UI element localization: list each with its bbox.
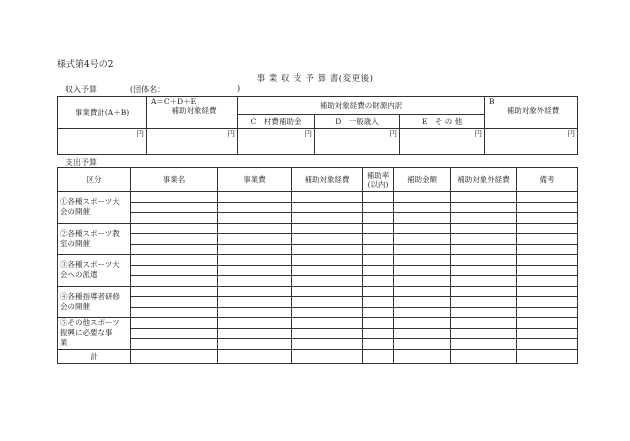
expense-input-cell[interactable] [451, 244, 517, 255]
expense-input-cell[interactable] [292, 276, 363, 287]
category-header: 区分 [58, 168, 131, 192]
expense-input-cell[interactable] [451, 213, 517, 224]
total-input-cell[interactable] [218, 349, 292, 363]
expense-input-cell[interactable] [517, 223, 578, 234]
expense-row [58, 213, 578, 224]
expense-input-cell[interactable] [131, 265, 218, 276]
category-line: ⑤その他スポーツ [60, 318, 120, 328]
organization-label: (団体名： [130, 85, 166, 94]
expense-input-cell[interactable] [451, 223, 517, 234]
expense-input-cell[interactable] [394, 328, 451, 339]
expense-row [58, 223, 578, 234]
category-line: 振興に必要な事 [60, 328, 113, 338]
category-line: 会の開催 [60, 301, 90, 311]
category-cell [58, 192, 131, 224]
expense-input-cell[interactable] [131, 255, 218, 266]
expense-input-cell[interactable] [363, 307, 394, 318]
expense-input-cell[interactable] [131, 339, 218, 350]
expense-input-cell[interactable] [218, 276, 292, 287]
expense-input-cell[interactable] [131, 328, 218, 339]
expense-input-cell[interactable] [131, 307, 218, 318]
total-project-cost-header: 事業費計(A＋B) [58, 97, 147, 129]
expense-input-cell[interactable] [292, 234, 363, 245]
expense-input-cell[interactable] [363, 192, 394, 203]
subsidy-rate-sub: (以内) [367, 179, 389, 189]
expense-input-cell[interactable] [394, 307, 451, 318]
total-input-cell[interactable] [292, 349, 363, 363]
expense-input-cell[interactable] [517, 192, 578, 203]
expense-input-cell[interactable] [131, 318, 218, 329]
expense-input-cell[interactable] [451, 265, 517, 276]
expense-input-cell[interactable] [394, 202, 451, 213]
expense-row [58, 244, 578, 255]
expense-input-cell[interactable] [292, 255, 363, 266]
total-input-cell[interactable] [363, 349, 394, 363]
yen-cell: 円 [315, 129, 400, 155]
expense-input-cell[interactable] [292, 192, 363, 203]
expense-input-cell[interactable] [218, 318, 292, 329]
ineligible-cost-label: 補助対象外経費 [506, 106, 560, 115]
expense-input-cell[interactable] [131, 192, 218, 203]
total-input-cell[interactable] [131, 349, 218, 363]
expense-input-cell[interactable] [218, 234, 292, 245]
expense-input-cell[interactable] [131, 297, 218, 308]
category-line: ②各種スポーツ教 [60, 228, 120, 238]
expense-input-cell[interactable] [363, 265, 394, 276]
total-input-cell[interactable] [451, 349, 517, 363]
eligible-cost-header: 補助対象経費 [292, 168, 363, 192]
expense-input-cell[interactable] [218, 307, 292, 318]
expense-input-cell[interactable] [363, 328, 394, 339]
category-line: 会への派遣 [60, 270, 98, 280]
expense-input-cell[interactable] [131, 276, 218, 287]
expense-input-cell[interactable] [517, 234, 578, 245]
subsidy-amount-header: 補助金額 [394, 168, 451, 192]
category-cell [58, 286, 131, 318]
expense-input-cell[interactable] [218, 339, 292, 350]
expense-input-cell[interactable] [517, 328, 578, 339]
expense-input-cell[interactable] [218, 223, 292, 234]
expense-input-cell[interactable] [517, 255, 578, 266]
expense-input-cell[interactable] [292, 318, 363, 329]
expense-input-cell[interactable] [451, 202, 517, 213]
expense-input-cell[interactable] [292, 328, 363, 339]
expense-row [58, 328, 578, 339]
document-title: 事 業 収 支 予 算 書(変更後) [256, 74, 374, 84]
yen-cell: 円 [485, 129, 578, 155]
subsidy-rate-label: 補助率 [366, 170, 390, 180]
other-header: E そ の 他 [400, 115, 485, 129]
expense-input-cell[interactable] [394, 339, 451, 350]
expense-input-cell[interactable] [517, 265, 578, 276]
expense-input-cell[interactable] [394, 255, 451, 266]
expense-input-cell[interactable] [292, 244, 363, 255]
expense-input-cell[interactable] [451, 192, 517, 203]
expense-row [58, 339, 578, 350]
expense-input-cell[interactable] [218, 286, 292, 297]
total-row [58, 349, 578, 363]
category-line: 業 [60, 338, 68, 348]
expense-input-cell[interactable] [218, 265, 292, 276]
expense-input-cell[interactable] [363, 339, 394, 350]
category-line: 会の開催 [60, 207, 90, 217]
expense-input-cell[interactable] [131, 244, 218, 255]
expense-row [58, 318, 578, 329]
village-subsidy-header: C 村費補助金 [238, 115, 315, 129]
expense-row [58, 202, 578, 213]
category-cell [58, 255, 131, 287]
expense-input-cell[interactable] [451, 255, 517, 266]
expense-input-cell[interactable] [363, 213, 394, 224]
expense-input-cell[interactable] [451, 276, 517, 287]
ineligible-cost-header [485, 97, 578, 129]
expense-input-cell[interactable] [451, 318, 517, 329]
eligible-cost-header [147, 97, 238, 129]
expense-input-cell[interactable] [394, 223, 451, 234]
ineligible-cost-header: 補助対象外経費 [451, 168, 517, 192]
category-line: ④各種指導者研修 [60, 291, 120, 301]
expense-input-cell[interactable] [292, 307, 363, 318]
expense-input-cell[interactable] [517, 297, 578, 308]
expense-input-cell[interactable] [131, 202, 218, 213]
remarks-header: 備考 [517, 168, 578, 192]
expense-input-cell[interactable] [451, 307, 517, 318]
expense-input-cell[interactable] [218, 192, 292, 203]
expense-input-cell[interactable] [363, 297, 394, 308]
expense-input-cell[interactable] [451, 297, 517, 308]
expense-input-cell[interactable] [363, 276, 394, 287]
expense-budget-table [57, 167, 578, 364]
expense-input-cell[interactable] [218, 244, 292, 255]
expense-input-cell[interactable] [394, 244, 451, 255]
b-letter: B [489, 97, 495, 106]
expense-row [58, 255, 578, 266]
income-budget-table [57, 96, 578, 155]
expense-input-cell[interactable] [131, 223, 218, 234]
expense-input-cell[interactable] [218, 297, 292, 308]
expense-input-cell[interactable] [517, 318, 578, 329]
expense-input-cell[interactable] [451, 286, 517, 297]
expense-input-cell[interactable] [451, 328, 517, 339]
expense-input-cell[interactable] [218, 213, 292, 224]
expense-input-cell[interactable] [517, 286, 578, 297]
category-line: ③各種スポーツ大 [60, 260, 120, 270]
expense-input-cell[interactable] [517, 244, 578, 255]
expense-input-cell[interactable] [394, 192, 451, 203]
yen-cell: 円 [147, 129, 238, 155]
expense-input-cell[interactable] [292, 286, 363, 297]
expense-input-cell[interactable] [218, 255, 292, 266]
project-cost-header: 事業費 [218, 168, 292, 192]
income-section-label: 収入予算 [65, 85, 97, 94]
expense-input-cell[interactable] [363, 223, 394, 234]
expense-input-cell[interactable] [292, 297, 363, 308]
expense-input-cell[interactable] [218, 328, 292, 339]
expense-input-cell[interactable] [363, 234, 394, 245]
category-line: 室の開催 [60, 238, 90, 248]
organization-close: ) [237, 84, 241, 93]
expense-input-cell[interactable] [394, 265, 451, 276]
expense-input-cell[interactable] [292, 213, 363, 224]
expense-input-cell[interactable] [363, 286, 394, 297]
category-cell [58, 318, 131, 350]
expense-input-cell[interactable] [517, 339, 578, 350]
yen-cell: 円 [400, 129, 485, 155]
expense-input-cell[interactable] [292, 202, 363, 213]
total-label: 計 [58, 349, 131, 363]
expense-input-cell[interactable] [517, 276, 578, 287]
expense-input-cell[interactable] [131, 286, 218, 297]
total-input-cell[interactable] [517, 349, 578, 363]
funding-breakdown-header: 補助対象経費の財源内訳 [238, 97, 485, 115]
expense-input-cell[interactable] [517, 213, 578, 224]
expense-input-cell[interactable] [451, 234, 517, 245]
total-input-cell[interactable] [394, 349, 451, 363]
form-number: 様式第4号の2 [57, 60, 114, 70]
expense-input-cell[interactable] [292, 223, 363, 234]
expense-row [58, 307, 578, 318]
expense-row [58, 286, 578, 297]
eligible-cost-label: 補助対象経費 [171, 106, 217, 115]
expense-section-label: 支出予算 [65, 158, 97, 167]
expense-row [58, 297, 578, 308]
expense-input-cell[interactable] [394, 234, 451, 245]
expense-input-cell[interactable] [363, 202, 394, 213]
expense-input-cell[interactable] [363, 244, 394, 255]
expense-input-cell[interactable] [292, 265, 363, 276]
expense-input-cell[interactable] [363, 255, 394, 266]
expense-input-cell[interactable] [363, 318, 394, 329]
expense-input-cell[interactable] [218, 202, 292, 213]
category-line: ①各種スポーツ大 [60, 197, 120, 207]
expense-row [58, 265, 578, 276]
expense-input-cell[interactable] [394, 213, 451, 224]
expense-row [58, 192, 578, 203]
expense-input-cell[interactable] [394, 276, 451, 287]
expense-input-cell[interactable] [131, 234, 218, 245]
expense-input-cell[interactable] [394, 286, 451, 297]
expense-input-cell[interactable] [292, 339, 363, 350]
expense-input-cell[interactable] [131, 213, 218, 224]
subsidy-rate-header [363, 168, 394, 192]
expense-input-cell[interactable] [517, 202, 578, 213]
yen-cell: 円 [58, 129, 147, 155]
expense-input-cell[interactable] [517, 307, 578, 318]
expense-row [58, 276, 578, 287]
yen-cell: 円 [238, 129, 315, 155]
project-name-header: 事業名 [131, 168, 218, 192]
category-cell [58, 223, 131, 255]
expense-input-cell[interactable] [451, 339, 517, 350]
expense-row [58, 234, 578, 245]
expense-input-cell[interactable] [394, 318, 451, 329]
formula-label: A＝C＋D＋E [151, 97, 197, 106]
expense-input-cell[interactable] [394, 297, 451, 308]
general-revenue-header: D 一般歳入 [315, 115, 400, 129]
